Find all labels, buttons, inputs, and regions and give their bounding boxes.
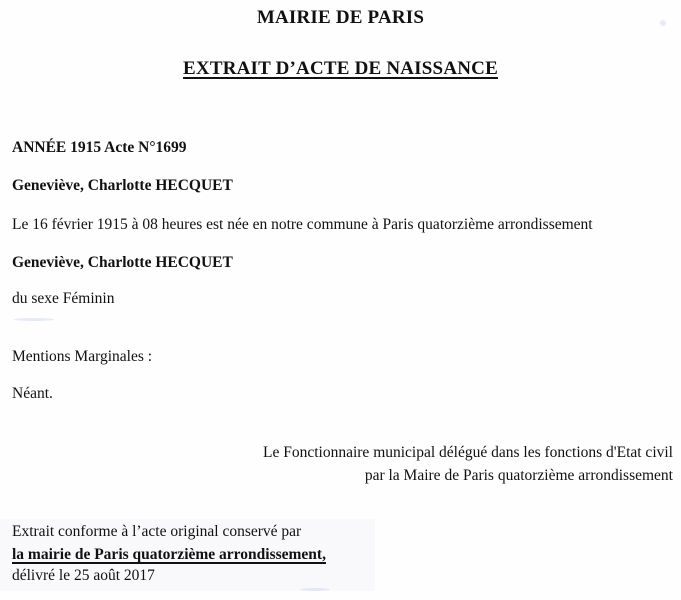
scan-speck bbox=[660, 20, 666, 26]
naissance-details: Le 16 février 1915 à 08 heures est née en notre commune à Paris quatorzième arrondissement bbox=[12, 216, 593, 233]
footer-line-1: Extrait conforme à l’acte original conservé par bbox=[12, 523, 302, 540]
sexe: du sexe Féminin bbox=[12, 290, 115, 307]
mairie-title: MAIRIE DE PARIS bbox=[256, 7, 425, 28]
scan-speck bbox=[300, 588, 330, 591]
nom-enfant: Geneviève, Charlotte HECQUET bbox=[12, 177, 233, 194]
annee-acte: ANNÉE 1915 Acte N°1699 bbox=[12, 139, 187, 156]
footer-line-3: délivré le 25 août 2017 bbox=[12, 567, 155, 584]
mentions-marginales-label: Mentions Marginales : bbox=[12, 348, 153, 365]
signature-line-1: Le Fonctionnaire municipal délégué dans les fonctions d'Etat civil bbox=[263, 444, 673, 461]
footer-line-2 bbox=[12, 546, 326, 564]
signature-line-2: par la Maire de Paris quatorzième arrondissement bbox=[364, 467, 673, 484]
scan-speck bbox=[14, 318, 54, 321]
footer-line-2-text: la mairie de Paris quatorzième arrondissement, bbox=[12, 546, 326, 563]
mentions-marginales-valeur: Néant. bbox=[12, 385, 53, 402]
document-type-text: EXTRAIT D’ACTE DE NAISSANCE bbox=[183, 58, 498, 79]
nom-enfant-repete: Geneviève, Charlotte HECQUET bbox=[12, 254, 233, 271]
document-type-heading bbox=[0, 58, 681, 80]
